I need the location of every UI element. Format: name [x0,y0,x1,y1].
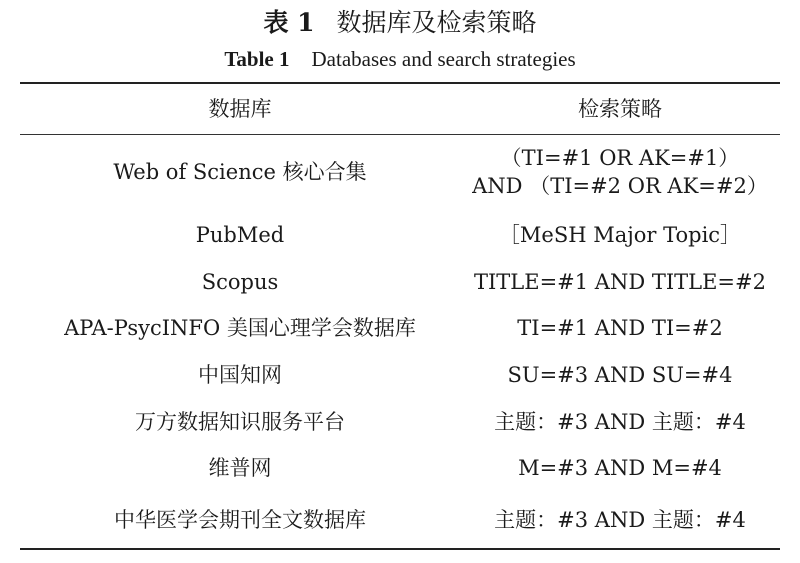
table-row [20,500,780,540]
cell-strategy [460,221,780,249]
cell-strategy [460,454,780,482]
table-row [20,309,780,347]
table-row [20,449,780,487]
cell-database: 万方数据知识服务平台 [135,410,345,434]
strategy-line: AND （TI=#2 OR AK=#2） [472,174,768,198]
table-title-cn: 数据库及检索策略 [336,8,537,37]
table-number-cn: 表 1 [263,8,315,37]
cell-database: APA-PsycINFO 美国心理学会数据库 [64,316,416,340]
table-title-en: Databases and search strategies [311,47,576,71]
cell-strategy [460,314,780,342]
strategy-line: SU=#3 AND SU=#4 [507,363,733,387]
table-caption-chinese [0,6,800,40]
header-strategy: 检索策略 [578,97,662,121]
cell-strategy [460,268,780,296]
table-row [20,216,780,254]
cell-strategy [460,144,780,200]
cell-strategy [460,408,780,436]
table-header-row [20,88,780,130]
table-row [20,263,780,301]
table-row [20,403,780,441]
cell-database: 维普网 [208,456,272,480]
table-bottom-rule [20,548,780,550]
cell-database: 中华医学会期刊全文数据库 [114,508,366,532]
cell-strategy [460,361,780,389]
strategy-line: 主题：#3 AND 主题：#4 [494,508,746,532]
strategy-line: TI=#1 AND TI=#2 [517,316,723,340]
cell-database: Scopus [201,270,279,294]
table-row [20,142,780,202]
header-database: 数据库 [208,97,272,121]
cell-strategy [460,506,780,534]
table-number-en: Table 1 [224,47,290,71]
cell-database: 中国知网 [198,363,282,387]
strategy-line: TITLE=#1 AND TITLE=#2 [473,270,766,294]
cell-database: PubMed [195,223,285,247]
strategy-line: 主题：#3 AND 主题：#4 [494,410,746,434]
table-header-rule [20,134,780,135]
strategy-line: M=#3 AND M=#4 [518,456,722,480]
table-row [20,356,780,394]
strategy-line: ［MeSH Major Topic］ [498,223,742,247]
strategy-line: （TI=#1 OR AK=#1） [500,146,740,170]
table-caption-english [0,44,800,74]
table-top-rule [20,82,780,84]
cell-database: Web of Science 核心合集 [113,160,367,184]
